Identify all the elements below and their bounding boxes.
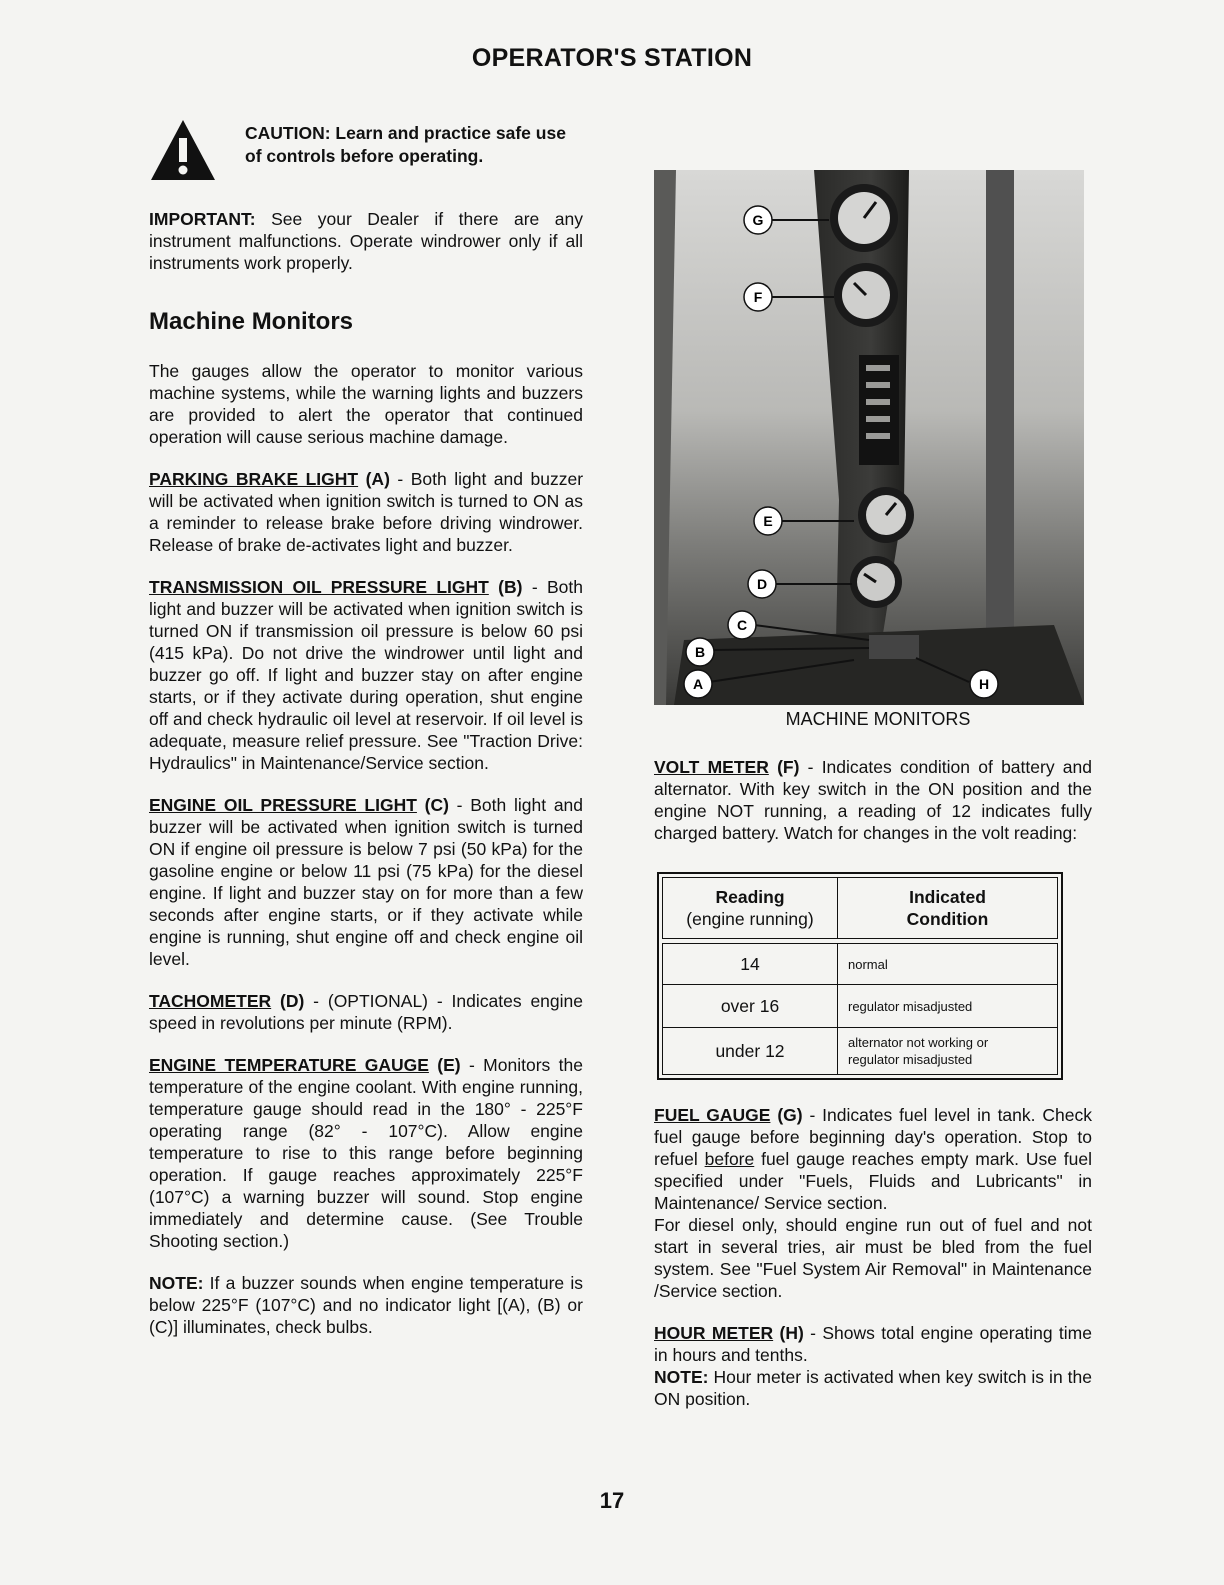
important-text: See your Dealer if there are any instrument malfunctions. Operate windrower only if all instruments work properly. — [149, 209, 583, 273]
hour-meter-note-label: NOTE: — [654, 1367, 709, 1387]
reading-cell: under 12 — [663, 1028, 838, 1075]
important-note — [149, 208, 583, 274]
fuel-gauge-text-2: fuel gauge reaches empty mark. Use fuel specified under "Fuels, Fluids and Lubricants" in Maintenance/ Service section. — [654, 1149, 1092, 1213]
machine-monitors-intro: The gauges allow the operator to monitor various machine systems, while the warning lights and buzzers are provided to alert the operator that continued operation will cause serious machine damage. — [149, 361, 583, 447]
hour-meter-section — [654, 1322, 1092, 1366]
caution-text: CAUTION: Learn and practice safe use of controls before operating. — [245, 123, 566, 166]
engine-oil-section — [149, 794, 583, 970]
hour-meter-text: - Shows total engine operating time in hours and tenths. — [654, 1323, 1092, 1365]
buzzer-note-label: NOTE: — [149, 1273, 204, 1293]
machine-monitors-photo — [654, 170, 1084, 705]
callout-h: H — [978, 676, 990, 692]
callout-a: A — [692, 676, 704, 692]
table-row — [663, 985, 1058, 1028]
engine-oil-text: - Both light and buzzer will be activated when ignition switch is turned ON if engine oil pressure is below 7 psi (50 kPa) for the gasoline engine or below 11 psi (75 kPa) for the diesel engine. If light and buzzer stay on for more than a few seconds after engine starts, or if they activate while engine is running, shut engine off and check engine oil level. — [149, 795, 584, 969]
condition-line-2: regulator misadjusted — [848, 1052, 973, 1067]
left-column — [149, 118, 583, 1358]
buzzer-note — [149, 1272, 583, 1338]
table-row — [663, 1028, 1058, 1075]
table-row — [663, 944, 1058, 985]
engine-oil-code: (C) — [416, 795, 449, 815]
machine-monitors-figure — [654, 170, 1084, 705]
caution-block — [149, 118, 583, 190]
volt-meter-text: - Indicates condition of battery and alternator. With key switch in the ON position and the engine NOT running, a reading of 12 indicates fully charged battery. Watch for changes in the volt reading: — [654, 757, 1092, 843]
buzzer-note-text: If a buzzer sounds when engine temperature is below 225°F (107°C) and no indicator light [(A), (B) or (C)] illuminates, check bulbs. — [149, 1273, 583, 1337]
header-reading-line-1: Reading — [715, 887, 785, 907]
fuel-gauge-section — [654, 1104, 1092, 1214]
fuel-gauge-before: before — [704, 1149, 755, 1169]
callout-e: E — [763, 513, 773, 529]
callout-d: D — [756, 576, 768, 592]
callout-b: B — [694, 644, 706, 660]
tachometer-code: (D) — [271, 991, 305, 1011]
hour-meter-code: (H) — [773, 1323, 804, 1343]
table-header-row — [663, 878, 1058, 939]
tachometer-text: - (OPTIONAL) - Indicates engine speed in revolutions per minute (RPM). — [149, 991, 583, 1033]
fuel-gauge-code: (G) — [770, 1105, 803, 1125]
parking-brake-section — [149, 468, 583, 556]
important-label: IMPORTANT: — [149, 209, 256, 229]
warning-triangle-icon — [149, 118, 217, 182]
parking-brake-code: (A) — [358, 469, 390, 489]
hour-meter-note — [654, 1366, 1092, 1410]
callout-c: C — [736, 617, 748, 633]
transmission-text: - Both light and buzzer will be activated when ignition switch is turned ON if transmission oil pressure is below 60 psi (415 kPa). Do not drive the windrower until light and buzzer go off. If light and buzzer stay on after engine starts, or if they activate during operation, shut engine off and check hydraulic oil level at reservoir. If oil level is adequate, measure relief pressure. See "Traction Drive: Hydraulics" in Maintenance/Service section. — [149, 577, 583, 773]
volt-reading-table — [657, 872, 1063, 1080]
reading-cell: over 16 — [663, 985, 838, 1028]
engine-temp-term: ENGINE TEMPERATURE GAUGE — [149, 1055, 429, 1075]
condition-line-1: alternator not working or — [848, 1035, 989, 1050]
transmission-section — [149, 576, 583, 774]
header-reading-line-2: (engine running) — [686, 909, 814, 929]
volt-meter-code: (F) — [768, 757, 800, 777]
header-reading — [663, 878, 838, 939]
engine-temp-section — [149, 1054, 583, 1252]
callout-f: F — [753, 289, 763, 305]
condition-cell: regulator misadjusted — [838, 985, 1058, 1028]
header-condition-line-2: Condition — [906, 909, 989, 929]
transmission-code: (B) — [488, 577, 523, 597]
header-condition-line-1: Indicated — [909, 887, 986, 907]
engine-temp-code: (E) — [428, 1055, 461, 1075]
right-column — [654, 170, 1092, 1410]
reading-cell: 14 — [663, 944, 838, 985]
transmission-term: TRANSMISSION OIL PRESSURE LIGHT — [149, 577, 489, 597]
page-title: OPERATOR'S STATION — [471, 44, 753, 72]
tachometer-section — [149, 990, 583, 1034]
header-condition — [838, 878, 1058, 939]
engine-temp-text: - Monitors the temperature of the engine coolant. With engine running, temperature gauge should read in the 180° - 225°F operating range (82° - 107°C). Allow engine temperature to rise to this range before beginning operation. If gauge reaches approximately 225°F (107°C) a warning buzzer will sound. Stop engine immediately and determine cause. (See Trouble Shooting section.) — [149, 1055, 583, 1251]
engine-oil-term: ENGINE OIL PRESSURE LIGHT — [149, 795, 417, 815]
figure-caption: MACHINE MONITORS — [785, 709, 971, 729]
parking-brake-text: - Both light and buzzer will be activated when ignition switch is turned to ON as a reminder to release brake before driving windrower. Release of brake de-activates light and buzzer. — [149, 469, 584, 555]
fuel-gauge-term: FUEL GAUGE — [654, 1105, 771, 1125]
hour-meter-term: HOUR METER — [654, 1323, 774, 1343]
parking-brake-term: PARKING BRAKE LIGHT — [149, 469, 359, 489]
page-number: 17 — [599, 1488, 625, 1513]
diesel-note: For diesel only, should engine run out of fuel and not start in several tries, air must be bled from the fuel system. See "Fuel System Air Removal" in Maintenance /Service section. — [654, 1215, 1092, 1301]
hour-meter-note-text: Hour meter is activated when key switch is in the ON position. — [654, 1367, 1092, 1409]
condition-cell: normal — [838, 944, 1058, 985]
fuel-gauge-text-1: - Indicates fuel level in tank. Check fuel gauge before beginning day's operation. Stop to refuel — [654, 1105, 1092, 1169]
volt-meter-term: VOLT METER — [654, 757, 769, 777]
volt-meter-section — [654, 756, 1092, 844]
condition-cell — [838, 1028, 1058, 1075]
machine-monitors-heading: Machine Monitors — [149, 308, 354, 335]
callout-g: G — [752, 212, 764, 228]
tachometer-term: TACHOMETER — [149, 991, 272, 1011]
